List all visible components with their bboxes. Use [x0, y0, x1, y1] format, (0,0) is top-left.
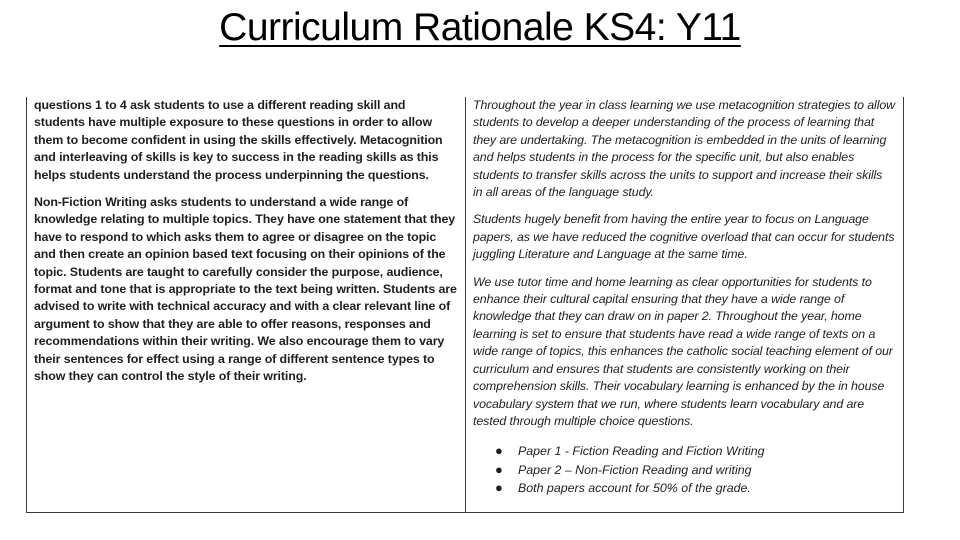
- bullet-dot-icon: ●: [495, 480, 503, 496]
- right-paragraph-metacognition: Throughout the year in class learning we use metacognition strategies to allow students to develop a deeper understanding of the process of learning that they are undertaking. The metacognition is embedded in the units of learning and helps students in the process for the specific unit, but also enables students to transfer skills across the units to support and increase their skills in all areas of the language study.: [473, 98, 895, 200]
- list-item: [473, 442, 895, 460]
- left-paragraph-reading: questions 1 to 4 ask students to use a different reading skill and students have multiple exposure to these questions in order to allow them to become confident in using the skills effectively. Metacognition and interleaving of skills is key to success in the reading skills as this helps students understand the process underpinning the questions.: [34, 98, 443, 182]
- page-title: Curriculum Rationale KS4: Y11: [219, 6, 741, 49]
- list-item-text: Paper 1 - Fiction Reading and Fiction Writing: [518, 444, 765, 459]
- bullet-dot-icon: ●: [495, 443, 503, 459]
- right-paragraph-focus: Students hugely benefit from having the entire year to focus on Language papers, as we have reduced the cognitive overload that can occur for students juggling Literature and Language at the same time.: [473, 212, 895, 262]
- left-column: [27, 97, 466, 512]
- paper-list: [473, 442, 895, 497]
- rationale-table: [26, 97, 904, 513]
- right-column: [466, 97, 903, 512]
- list-item: [473, 461, 895, 479]
- bullet-dot-icon: ●: [495, 461, 503, 477]
- left-paragraph-writing: Non-Fiction Writing asks students to understand a wide range of knowledge relating to multiple topics. They have one statement that they have to respond to which asks them to agree or disagree on the topic and then create an opinion based text focusing on their opinions of the topic. Students are taught to carefully consider the purpose, audience, format and tone that is appropriate to the text being written. Students are advised to write with technical accuracy and with a clear relevant line of argument to show that they are able to offer reasons, responses and recommendations within their writing. We also encourage them to vary their sentences for effect using a range of different sentence types to show they can control the style of their writing.: [34, 195, 457, 384]
- list-item-text: Paper 2 – Non-Fiction Reading and writing: [518, 462, 752, 477]
- list-item: [473, 479, 895, 497]
- right-paragraph-home-learning: We use tutor time and home learning as clear opportunities for students to enhance their cultural capital ensuring that they have a wide range of knowledge that they can draw on in paper 2. Throughout the year, home learning is set to ensure that students have read a wide range of texts on a wide range of topics, this enhances the catholic social teaching element of our curriculum and ensures that students are consistently working on their comprehension skills. Their vocabulary learning is enhanced by the in house vocabulary system that we run, where students learn vocabulary and are tested through multiple choice questions.: [473, 274, 893, 428]
- list-item-text: Both papers account for 50% of the grade.: [518, 481, 751, 496]
